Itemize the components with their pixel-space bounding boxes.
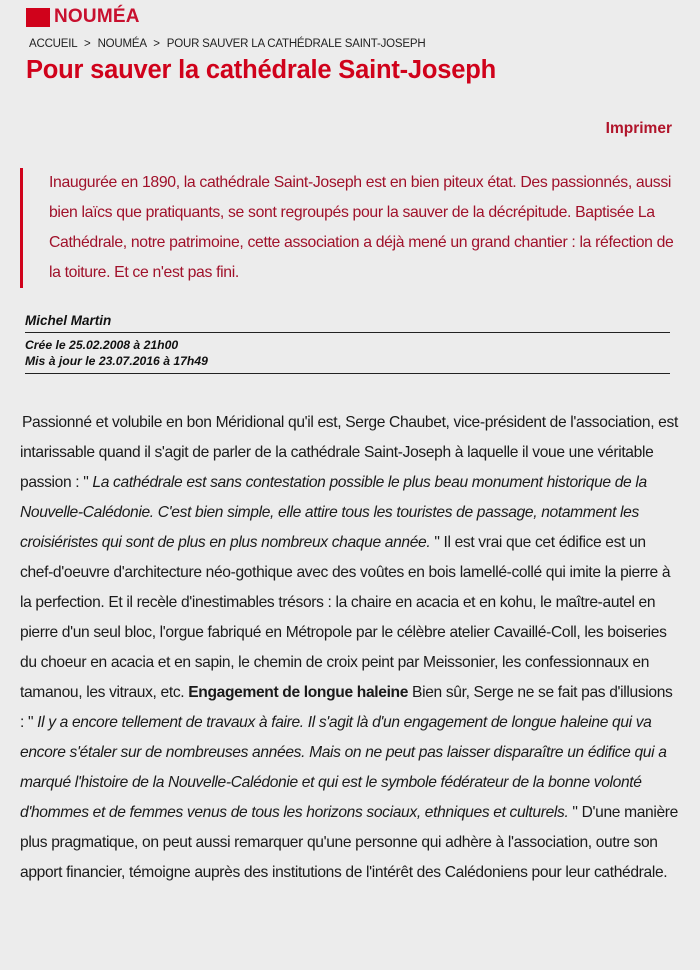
article-body	[20, 408, 680, 888]
body-text-segment: " D'une manière plus pragmatique, on peut aussi remarquer qu'une personne qui adhère à l'association, outre son apport financier, témoigne auprès des institutions de l'intérêt des Calédoniens pour leur cathédrale.	[20, 804, 678, 881]
breadcrumb	[29, 38, 425, 50]
breadcrumb-home[interactable]: ACCUEIL	[29, 38, 78, 50]
updated-date: Mis à jour le 23.07.2016 à 17h49	[25, 354, 208, 368]
byline	[25, 313, 670, 374]
body-text-segment: Bien sûr, Serge ne se fait pas d'illusions : "	[20, 684, 673, 731]
breadcrumb-section[interactable]: NOUMÉA	[97, 38, 147, 50]
author-name: Michel Martin	[25, 313, 670, 333]
section-square-icon	[26, 8, 50, 27]
created-date: Crée le 25.02.2008 à 21h00	[25, 338, 179, 352]
body-text-segment: " Il est vrai que cet édifice est un chef-d'oeuvre d'architecture néo-gothique avec des voûtes en bois lamellé-collé qui imite la pierre à la perfection. Et il recèle d'inestimables trésors : la chaire en acacia et en kohu, le maître-autel en pierre d'un seul bloc, l'orgue fabriqué en Métropole par le célèbre atelier Cavaillé-Coll, les boiseries du choeur en acacia et en sapin, le chemin de croix peint par Meissonier, les confessionnaux en tamanou, les vitraux, etc.	[20, 534, 671, 701]
article-dates	[25, 333, 670, 374]
section-label[interactable]: NOUMÉA	[54, 6, 140, 27]
section-header	[26, 6, 140, 28]
article-paragraph	[20, 408, 680, 888]
quote-text: La cathédrale est sans contestation possible le plus beau monument historique de la Nouvelle-Calédonie. C'est bien simple, elle attire tous les touristes de passage, notamment les croisiéristes qui sont de plus en plus nombreux chaque année.	[20, 474, 647, 551]
breadcrumb-current: POUR SAUVER LA CATHÉDRALE SAINT-JOSEPH	[166, 38, 426, 50]
subheading: Engagement de longue haleine	[188, 684, 409, 701]
body-text-segment: Passionné et volubile en bon Méridional qu'il est, Serge Chaubet, vice-président de l'association, est intarissable quand il s'agit de parler de la cathédrale Saint-Joseph à laquelle il voue une véritable passion : "	[20, 414, 678, 491]
breadcrumb-separator: >	[153, 38, 160, 50]
article-lead: Inaugurée en 1890, la cathédrale Saint-Joseph est en bien piteux état. Des passionnés, aussi bien laïcs que pratiquants, se sont regroupés pour la sauver de la décrépitude. Baptisée La Cathédrale, notre patrimoine, cette association a déjà mené un grand chantier : la réfection de la toiture. Et ce n'est pas fini.	[20, 168, 680, 288]
breadcrumb-separator: >	[84, 38, 91, 50]
quote-text: Il y a encore tellement de travaux à faire. Il s'agit là d'un engagement de longue haleine qui va encore s'étaler sur de nombreuses années. Mais on ne peut pas laisser disparaître un édifice qui a marqué l'histoire de la Nouvelle-Calédonie et qui est le symbole fédérateur de la bonne volonté d'hommes et de femmes venus de tous les horizons sociaux, ethniques et culturels.	[20, 714, 667, 821]
page-title: Pour sauver la cathédrale Saint-Joseph	[26, 56, 496, 84]
print-button[interactable]: Imprimer	[605, 120, 672, 137]
